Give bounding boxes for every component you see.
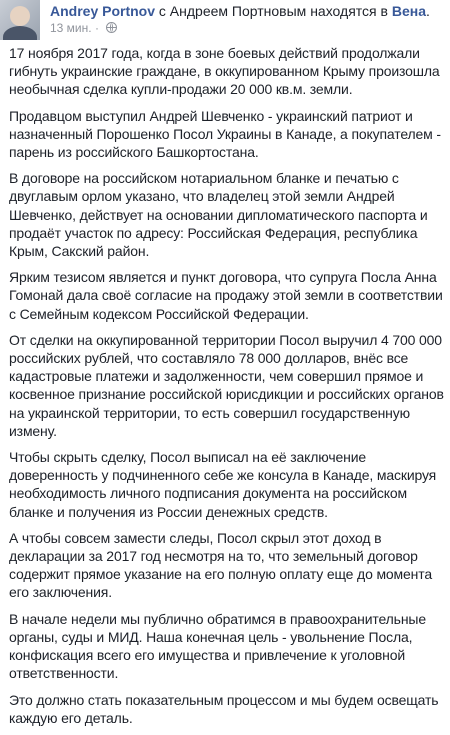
post-paragraph: Продавцом выступил Андрей Шевченко - украинский патриот и назначенный Порошенко Посол Украины в Канаде, а покупателем - парень из российского Башкортостана. [9,107,441,161]
post-paragraph: 17 ноября 2017 года, когда в зоне боевых действий продолжали гибнуть украинские граждане, в оккупированном Крыму произошла необычная сделка купли-продажи 20 000 кв.м. земли. [9,45,440,98]
post-paragraph: В начале недели мы публично обратимся в правоохранительные органы, суды и МИД. Наша конечная цель - увольнение Посла, конфискация всего его имущества и привлечение к уголовной ответственности. [9,610,426,682]
globe-icon[interactable] [106,22,117,33]
meta-separator: · [94,21,99,35]
post-paragraph: От сделки на оккупированной территории Посол выручил 4 700 000 российских рублей, что составляло 78 000 долларов, внёс все кадастровые платежи и задолженности, чем совершил прямое и косвенное признание российской юрисдикции и российских органов на украинской территории, то есть совершил государственную измену. [9,331,444,439]
avatar-head [10,6,30,26]
post-header-line [50,3,445,19]
post-timestamp[interactable]: 13 мин. [50,21,92,35]
avatar-body [3,26,37,40]
post-paragraph: Это должно стать показательным процессом и мы будем освещать каждую его деталь. [9,691,439,726]
location-prefix: находятся в [310,3,388,19]
post-paragraph: В договоре на российском нотариальном бланке и печатью с двуглавым орлом указано, что владелец этой земли Андрей Шевченко, действует на основании дипломатического паспорта и продаёт участок по адресу: Российская Федерация, республика Крым, Сакский район. [9,170,428,260]
post-paragraph: Чтобы скрыть сделку, Посол выписал на её заключение доверенность у подчиненного себе же консула в Канаде, маскируя необходимость личного подписания документа на российском бланке и получения из России денежных средств. [9,449,437,520]
post-paragraph: Ярким тезисом является и пункт договора, что супруга Посла Анна Гомонай дала своё согласие на продажу этой земли в соответствии с Семейным кодексом Российской Федерации. [9,269,443,322]
post-header [0,0,450,38]
location-period: . [425,3,430,19]
post-meta [50,21,117,35]
location-link[interactable]: Вена [391,3,426,19]
tagged-with-text[interactable]: с Андреем Портновым [158,3,307,19]
post-paragraph: А чтобы совсем замести следы, Посол скрыл этот доход в декларации за 2017 год несмотря на то, что земельный договор содержит прямое указание на его полную оплату еще до момента его заключения. [9,529,432,601]
avatar[interactable] [0,0,40,40]
post-body [9,44,445,735]
author-name-link[interactable]: Andrey Portnov [50,3,156,19]
